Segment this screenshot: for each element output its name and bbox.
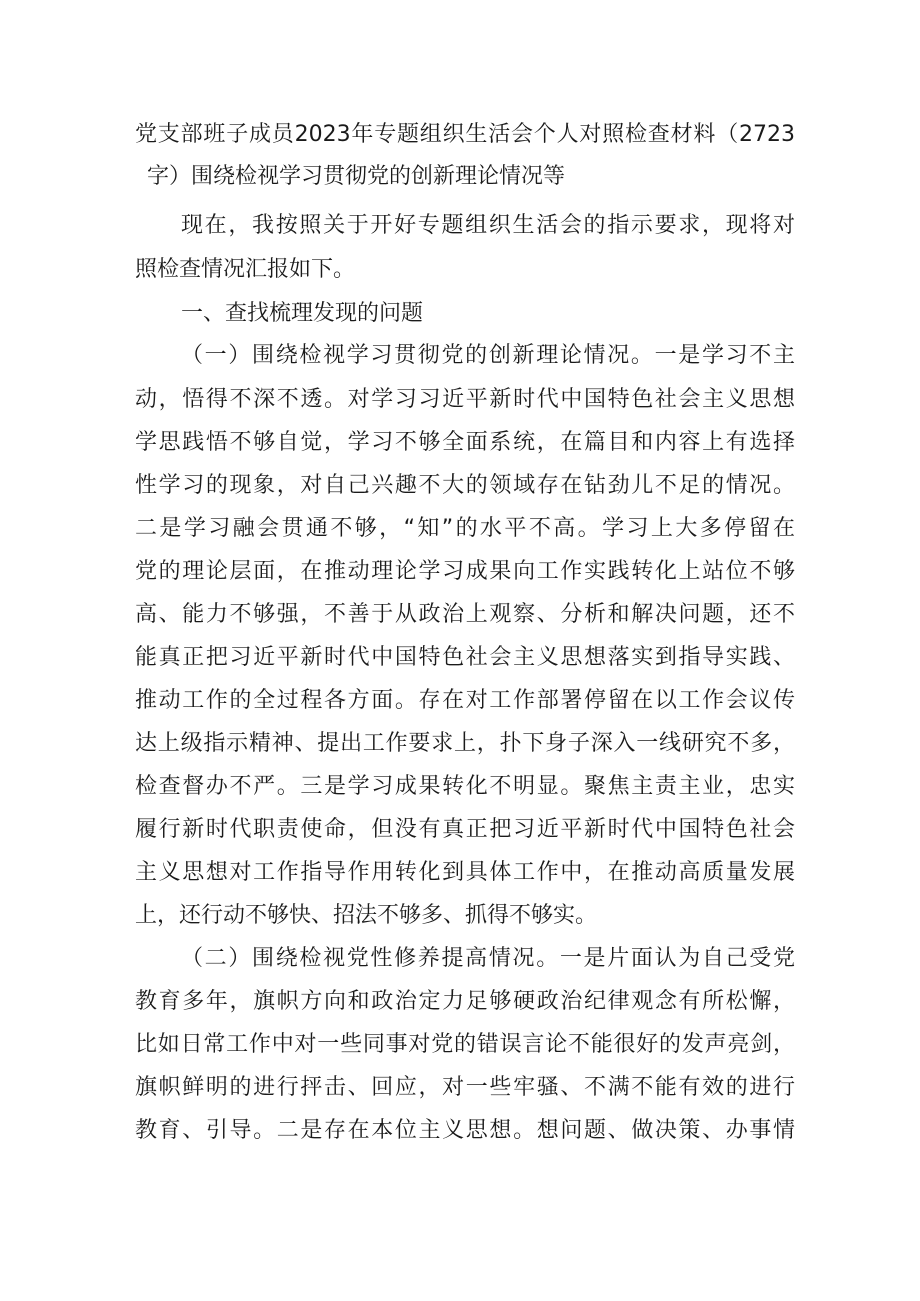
paragraph-line: 学思践悟不够自觉，学习不够全面系统，在篇目和内容上有选择 <box>135 430 795 455</box>
paragraph-line: 能真正把习近平新时代中国特色社会主义思想落实到指导实践、 <box>135 645 795 670</box>
paragraph-line: 履行新时代职责使命，但没有真正把习近平新时代中国特色社会 <box>135 817 795 842</box>
paragraph-line: 教育多年，旗帜方向和政治定力足够硬政治纪律观念有所松懈， <box>135 989 795 1014</box>
paragraph-line: 旗帜鲜明的进行抨击、回应，对一些牢骚、不满不能有效的进行 <box>135 1075 795 1100</box>
paragraph-line: 二是学习融会贯通不够，“知”的水平不高。学习上大多停留在 <box>135 516 795 541</box>
paragraph-line: 上，还行动不够快、招法不够多、抓得不够实。 <box>135 903 598 928</box>
paragraph-line: （二）围绕检视党性修养提高情况。一是片面认为自己受党 <box>181 946 795 971</box>
paragraph-line: 教育、引导。二是存在本位主义思想。想问题、做决策、办事情 <box>135 1118 795 1143</box>
section-heading: 一、查找梳理发现的问题 <box>181 301 424 326</box>
document-title-line-2: 字）围绕检视学习贯彻党的创新理论情况等 <box>147 164 566 189</box>
paragraph-line: 高、能力不够强，不善于从政治上观察、分析和解决问题，还不 <box>135 602 795 627</box>
paragraph-line: 比如日常工作中对一些同事对党的错误言论不能很好的发声亮剑， <box>135 1032 795 1057</box>
document-title-line-1: 党支部班子成员2023年专题组织生活会个人对照检查材料（2723 <box>135 122 795 147</box>
paragraph-line: 党的理论层面，在推动理论学习成果向工作实践转化上站位不够 <box>135 559 795 584</box>
paragraph-line: 动，悟得不深不透。对学习习近平新时代中国特色社会主义思想 <box>135 387 795 412</box>
paragraph-line: 现在，我按照关于开好专题组织生活会的指示要求，现将对 <box>181 213 795 238</box>
paragraph-line: 性学习的现象，对自己兴趣不大的领域存在钻劲儿不足的情况。 <box>135 473 795 498</box>
paragraph-line: （一）围绕检视学习贯彻党的创新理论情况。一是学习不主 <box>181 343 795 368</box>
paragraph-line: 检查督办不严。三是学习成果转化不明显。聚焦主责主业，忠实 <box>135 774 795 799</box>
paragraph-line: 达上级指示精神、提出工作要求上，扑下身子深入一线研究不多， <box>135 731 795 756</box>
paragraph-line: 照检查情况汇报如下。 <box>135 257 356 282</box>
paragraph-line: 推动工作的全过程各方面。存在对工作部署停留在以工作会议传 <box>135 688 795 713</box>
paragraph-line: 主义思想对工作指导作用转化到具体工作中，在推动高质量发展 <box>135 860 795 885</box>
